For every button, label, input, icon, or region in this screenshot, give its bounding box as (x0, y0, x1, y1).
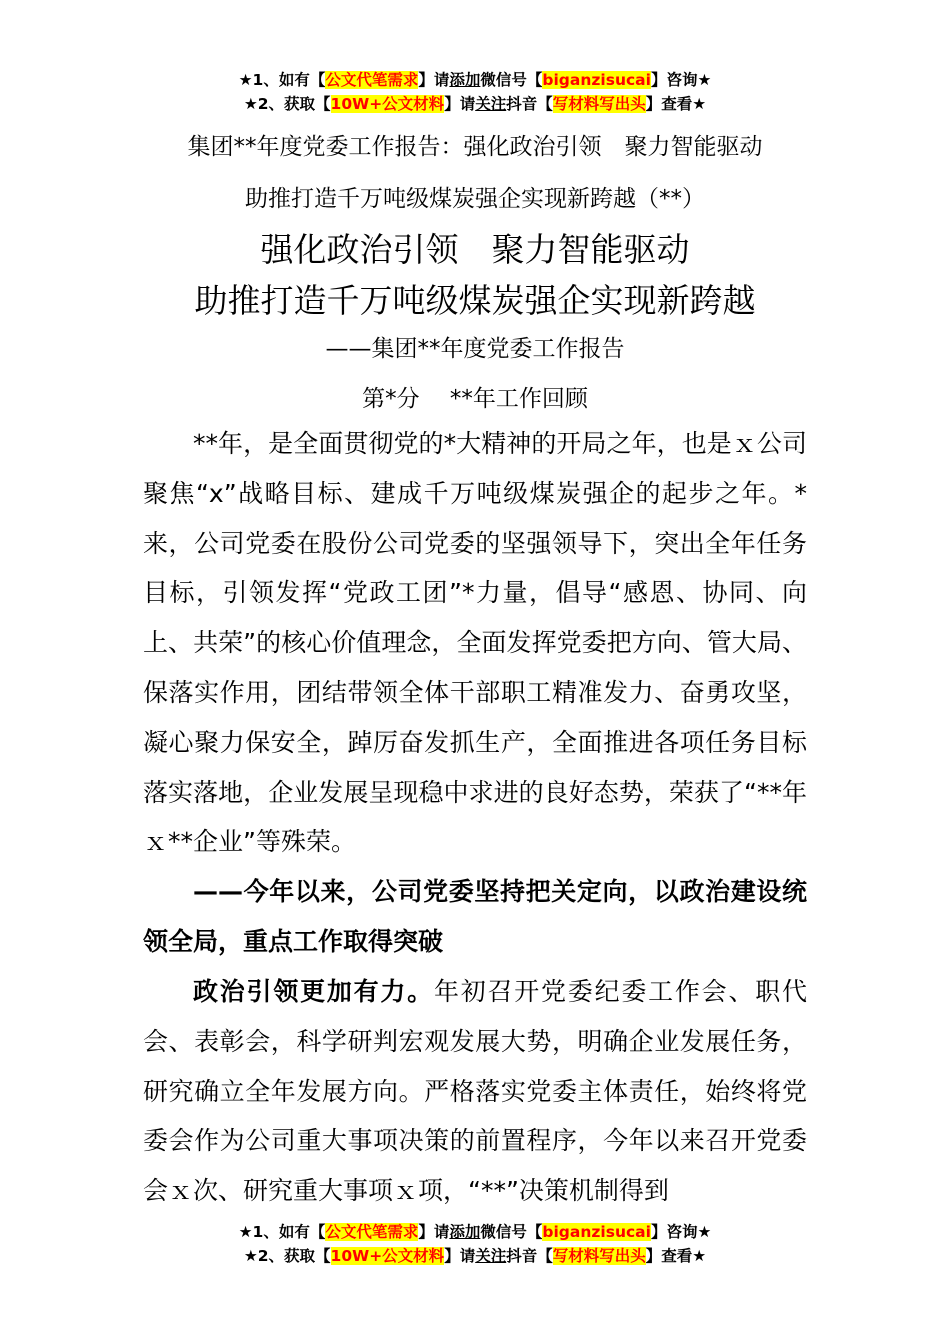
doc-title-line-2: 助推打造千万吨级煤炭强企实现新跨越（**） (245, 186, 705, 212)
promo-line-2: ★2、获取【10W+公文材料】请关注抖音【写材料写出头】查看★ (243, 1247, 707, 1265)
promo-line-1: ★1、如有【公文代笔需求】请添加微信号【biganzisucai】咨询★ (238, 71, 712, 89)
paragraph-lead: 政治引领更加有力。 (193, 977, 434, 1006)
promo-wechat-id: biganzisucai (542, 1223, 651, 1241)
main-title-line-1: 强化政治引领 聚力智能驱动 (260, 230, 690, 269)
main-title-line-2: 助推打造千万吨级煤炭强企实现新跨越 (194, 281, 756, 320)
doc-title-line-1: 集团**年度党委工作报告：强化政治引领 聚力智能驱动 (187, 134, 763, 160)
bold-heading: ——今年以来，公司党委坚持把关定向，以政治建设统领全局，重点工作取得突破 (143, 877, 807, 956)
promo-wechat-id: biganzisucai (542, 71, 651, 89)
promo-highlight: 公文代笔需求 (325, 1223, 419, 1241)
promo-banner-bottom (0, 1220, 950, 1268)
paragraph-review: **年，是全面贯彻党的*大精神的开局之年，也是ｘ公司聚焦“x”战略目标、建成千万吨级煤炭强企的起步之年。*来，公司党委在股份公司党委的坚强领导下，突出全年任务目标，引领发挥“党政工团”*力量，倡导“感恩、协同、向上、共荣”的核心价值理念，全面发挥党委把方向、管大局、保落实作用，团结带领全体干部职工精准发力、奋勇攻坚，凝心聚力保安全，踔厉奋发抓生产，全面推进各项任务目标落实落地，企业发展呈现稳中求进的良好态势，荣获了“**年ｘ**企业”等殊荣。 (143, 429, 807, 857)
promo-douyin-id: 写材料写出头 (552, 1247, 646, 1265)
promo-highlight: 10W+公文材料 (330, 95, 445, 113)
promo-highlight: 10W+公文材料 (330, 1247, 445, 1265)
promo-line-1: ★1、如有【公文代笔需求】请添加微信号【biganzisucai】咨询★ (238, 1223, 712, 1241)
promo-banner-top (0, 68, 950, 116)
promo-douyin-id: 写材料写出头 (552, 95, 646, 113)
promo-highlight: 公文代笔需求 (325, 71, 419, 89)
paragraph-political-guidance: 政治引领更加有力。年初召开党委纪委工作会、职代会、表彰会，科学研判宏观发展大势，明确企业发展任务，研究确立全年发展方向。严格落实党委主体责任，始终将党委会作为公司重大事项决策的前置程序，今年以来召开党委会ｘ次、研究重大事项ｘ项，“**”决策机制得到 (143, 977, 807, 1206)
section-heading: 第*分 **年工作回顾 (362, 386, 588, 412)
subtitle: ——集团**年度党委工作报告 (325, 336, 625, 362)
promo-line-2: ★2、获取【10W+公文材料】请关注抖音【写材料写出头】查看★ (243, 95, 707, 113)
